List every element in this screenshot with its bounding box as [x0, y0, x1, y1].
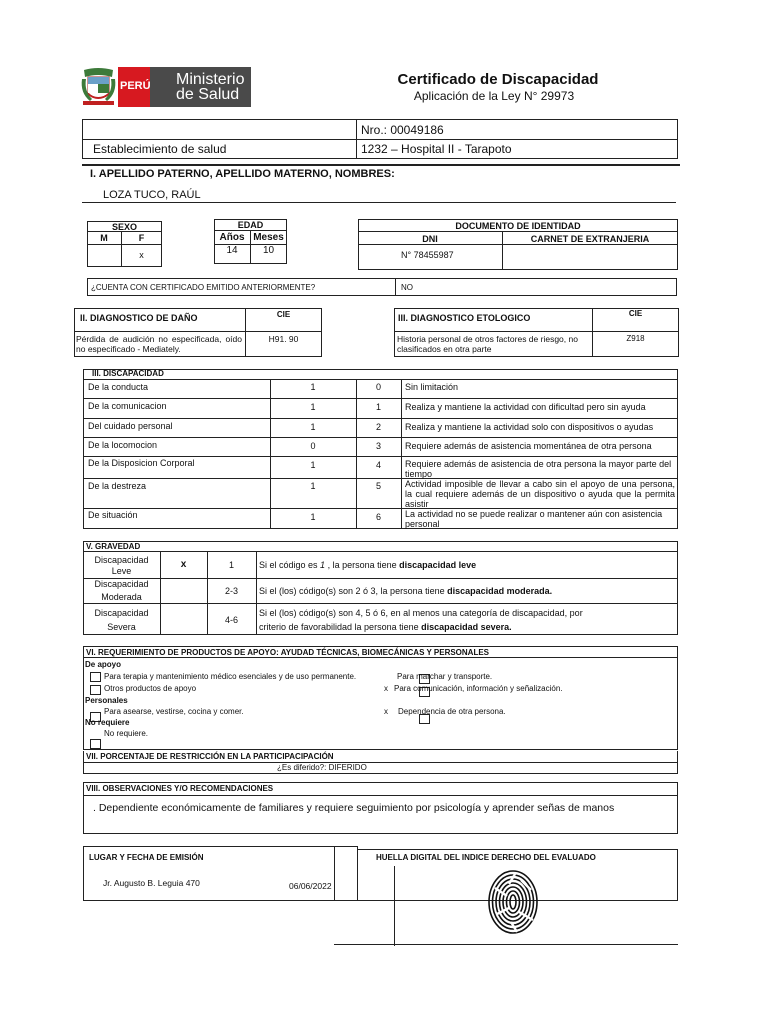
severity-leve-desc: Si el código es 1 , la persona tiene discapacidad leve: [259, 560, 477, 570]
etiologic-cie-label: CIE: [628, 309, 643, 318]
disability-value: 1: [310, 460, 316, 470]
dependencia-mark: x: [384, 707, 388, 716]
support-products-section: [83, 646, 678, 750]
page-title: Certificado de Discapacidad: [397, 71, 599, 88]
disability-desc: Realiza y mantiene la actividad con dificultad pero sin ayuda: [405, 402, 646, 412]
disability-desc: La actividad no se puede realizar o mantener aún con asistencia personal: [405, 509, 663, 529]
support-apoyo-label: De apoyo: [85, 660, 122, 669]
disability-area: De la conducta: [88, 382, 149, 392]
disability-desc: Realiza y mantiene la actividad solo con dispositivos o ayudas: [405, 422, 654, 432]
otros-label: Otros productos de apoyo: [104, 684, 197, 693]
dni-label: DNI: [422, 234, 438, 244]
severity-moderada-label2: Moderada: [101, 592, 142, 602]
severity-moderada-desc: Si el (los) código(s) son 2 ó 3, la persona tiene discapacidad moderada.: [259, 586, 553, 596]
disability-desc: Sin limitación: [405, 382, 459, 392]
no-requiere-checkbox[interactable]: [90, 739, 101, 749]
disability-code: 6: [375, 512, 381, 522]
sex-value: x: [139, 250, 144, 260]
support-personales-label: Personales: [85, 696, 128, 705]
disability-value: 1: [310, 512, 316, 522]
disability-code: 2: [375, 422, 381, 432]
disability-code: 0: [375, 382, 381, 392]
disability-value: 1: [310, 422, 316, 432]
age-months: 10: [262, 245, 275, 256]
comunicacion-label: Para comunicación, información y señalización.: [394, 684, 563, 693]
disability-desc: Requiere además de asistencia de otra persona la mayor parte del tiempo: [405, 459, 672, 479]
establishment-label: Establecimiento de salud: [93, 142, 227, 156]
emission-date: 06/06/2022: [289, 881, 332, 891]
previous-certificate-answer: NO: [401, 283, 413, 292]
severity-severa-label1: Discapacidad: [94, 608, 149, 618]
disability-value: 0: [310, 441, 316, 451]
restriction-title: VII. PORCENTAJE DE RESTRICCIÓN EN LA PARTICIPACIPACIÓN: [86, 752, 334, 761]
severity-title: V. GRAVEDAD: [86, 542, 141, 551]
ministry-line1: Ministerio: [176, 71, 245, 88]
section-name-title: I. APELLIDO PATERNO, APELLIDO MATERNO, NOMBRES:: [90, 168, 395, 180]
etiologic-diagnosis-title: III. DIAGNOSTICO ETOLOGICO: [398, 313, 531, 323]
otros-checkbox[interactable]: [90, 685, 101, 695]
disability-area: De la destreza: [88, 481, 147, 491]
support-no-requiere-label: No requiere: [85, 718, 130, 727]
restriction-deferred: ¿Es diferido?: DIFERIDO: [277, 763, 367, 772]
damage-cie-label: CIE: [276, 310, 291, 319]
age-label: EDAD: [237, 220, 264, 230]
severity-leve-code: 1: [228, 560, 234, 570]
fingerprint-icon: [487, 868, 539, 934]
severity-leve-label1: Discapacidad: [94, 555, 149, 565]
identity-document-label: DOCUMENTO DE IDENTIDAD: [455, 221, 581, 231]
disability-code: 3: [375, 441, 381, 451]
severity-severa-desc-line2: criterio de favorabilidad la persona tiene discapacidad severa.: [259, 622, 512, 632]
terapia-checkbox[interactable]: [90, 672, 101, 682]
disability-area: Del cuidado personal: [88, 421, 173, 431]
disability-title: III. DISCAPACIDAD: [92, 369, 164, 378]
severity-severa-code: 4-6: [224, 615, 238, 625]
emission-place: Jr. Augusto B. Leguia 470: [103, 878, 200, 888]
minsa-logo: [80, 67, 271, 107]
support-products-title: VI. REQUERIMIENTO DE PRODUCTOS DE APOYO: AYUDAD TÉCNICAS, BIOMECÁNICAS Y PERSONALES: [86, 648, 490, 657]
carnet-label: CARNET DE EXTRANJERIA: [530, 234, 650, 244]
sex-label: SEXO: [111, 222, 137, 232]
disability-area: De situación: [88, 510, 138, 520]
damage-cie-value: H91. 90: [268, 334, 299, 344]
ministry-line2: de Salud: [176, 86, 240, 103]
etiologic-diagnosis-text: Historia personal de otros factores de riesgo, no clasificados en otra parte: [397, 334, 578, 354]
severity-moderada-label1: Discapacidad: [94, 579, 149, 589]
disability-value: 1: [310, 402, 316, 412]
patient-name: LOZA TUCO, RAÚL: [103, 189, 201, 201]
severity-severa-desc-line1: Si el (los) código(s) son 4, 5 ó 6, en al menos una categoría de discapacidad, por: [259, 608, 583, 618]
previous-certificate-question: ¿CUENTA CON CERTIFICADO EMITIDO ANTERIORMENTE?: [91, 283, 316, 292]
comunicacion-mark: x: [384, 684, 388, 693]
dni-value: N° 78455987: [401, 250, 454, 260]
disability-code: 4: [375, 460, 381, 470]
establishment-value: 1232 – Hospital II - Tarapoto: [361, 142, 512, 156]
dependencia-label: Dependencia de otra persona.: [398, 707, 506, 716]
disability-value: 1: [310, 481, 316, 491]
disability-area: De la comunicacion: [88, 401, 167, 411]
etiologic-cie-value: Z918: [626, 334, 645, 343]
age-years-label: Años: [219, 232, 245, 243]
age-years: 14: [226, 245, 238, 256]
disability-desc: Actividad imposible de llevar a cabo sin el apoyo de una persona, la cual requiere además de un dispositivo o ayuda que la permita asistir: [405, 479, 675, 509]
severity-leve-mark: x: [180, 559, 187, 570]
terapia-label: Para terapia y mantenimiento médico esenciales y de uso permanente.: [104, 672, 357, 681]
damage-diagnosis-title: II. DIAGNOSTICO DE DAÑO: [80, 313, 198, 323]
peru-coat-of-arms-icon: [80, 67, 117, 107]
emission-title: LUGAR Y FECHA DE EMISIÓN: [89, 853, 204, 862]
disability-area: De la locomocion: [88, 440, 158, 450]
disability-code: 5: [375, 481, 381, 491]
certificate-number: Nro.: 00049186: [361, 123, 444, 137]
marchar-label: Para marchar y transporte.: [397, 672, 493, 681]
observations-title: VIII. OBSERVACIONES Y/O RECOMENDACIONES: [86, 784, 274, 793]
disability-code: 1: [375, 402, 381, 412]
age-months-label: Meses: [253, 232, 284, 243]
disability-value: 1: [310, 382, 316, 392]
sex-f-label: F: [138, 233, 145, 243]
page-subtitle: Aplicación de la Ley N° 29973: [413, 89, 575, 103]
disability-area: De la Disposicion Corporal: [88, 458, 195, 468]
country-label: PERÚ: [120, 80, 151, 92]
asearse-label: Para asearse, vestirse, cocina y comer.: [104, 707, 244, 716]
severity-leve-label2: Leve: [111, 566, 132, 576]
severity-moderada-code: 2-3: [224, 586, 238, 596]
observations-text: . Dependiente económicamente de familiares y requiere seguimiento por psicología y aprender señas de manos: [93, 802, 615, 814]
damage-diagnosis-text: Pérdida de audición no especificada, oído no especificado - Mediately.: [76, 334, 242, 354]
sex-m-label: M: [100, 233, 108, 243]
severity-severa-label2: Severa: [107, 622, 136, 632]
fingerprint-title: HUELLA DIGITAL DEL INDICE DERECHO DEL EVALUADO: [376, 853, 596, 862]
disability-desc: Requiere además de asistencia momentánea de otra persona: [405, 441, 652, 451]
no-requiere-label: No requiere.: [104, 729, 149, 738]
